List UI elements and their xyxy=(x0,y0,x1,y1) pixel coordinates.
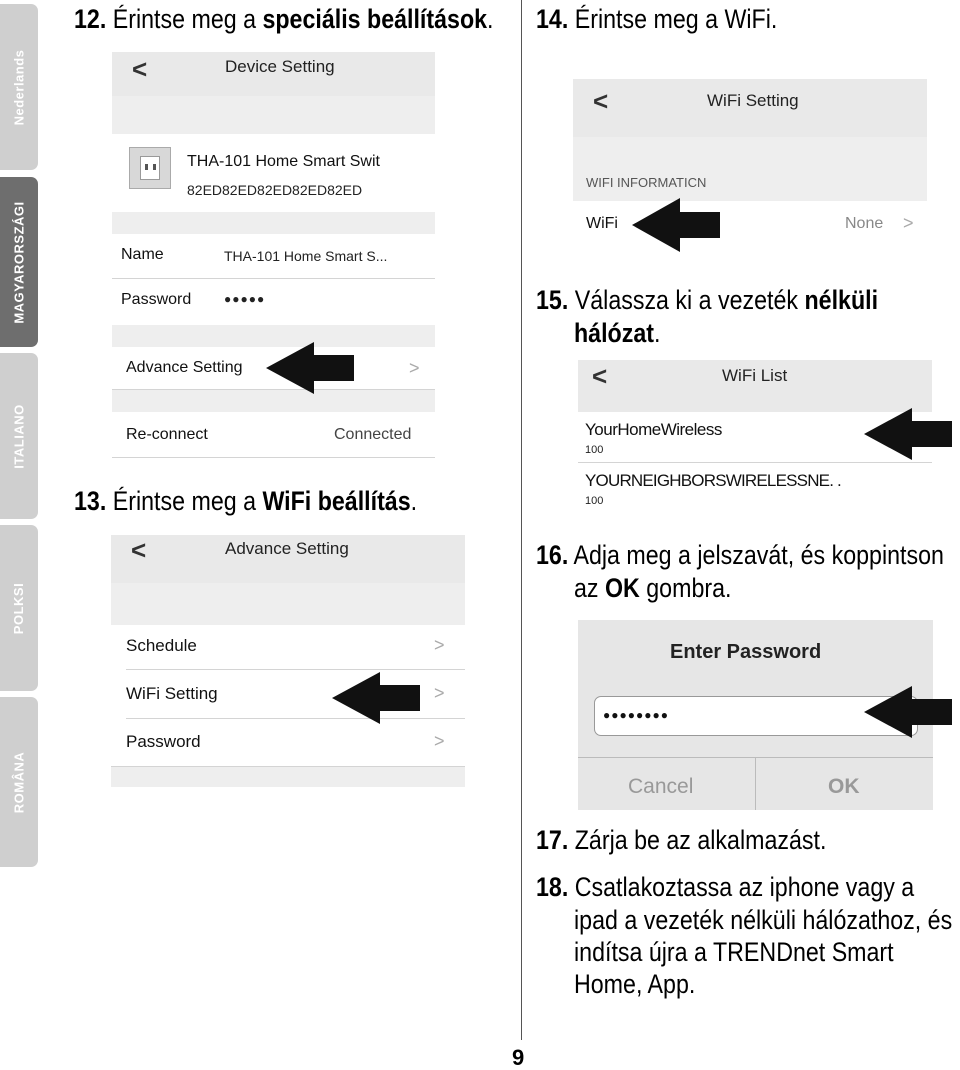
chevron-right-icon: > xyxy=(434,731,445,751)
screen-title: WiFi List xyxy=(722,366,788,385)
side-tab-label: POLKSI xyxy=(11,582,27,634)
cancel-button[interactable]: Cancel xyxy=(628,775,694,798)
network-name: YOURNEIGHBORSWIRELESSNE. . xyxy=(585,471,841,490)
step-12: 12. Érintse meg a speciális beállítások. xyxy=(74,4,494,34)
step-17: 17. Zárja be az alkalmazást. xyxy=(536,825,827,855)
back-button[interactable]: < xyxy=(132,54,148,84)
step-18-line2: ipad a vezeték nélküli hálózathoz, és xyxy=(574,905,953,935)
side-tab-romana[interactable] xyxy=(0,697,38,867)
step-14: 14. Érintse meg a WiFi. xyxy=(536,4,778,34)
chevron-right-icon: > xyxy=(434,635,445,655)
menu-item-wifi-setting[interactable]: WiFi Setting > xyxy=(126,670,465,719)
reconnect-row[interactable]: Re-connect Connected xyxy=(112,412,435,458)
network-signal: 100 xyxy=(585,444,604,456)
side-tab-label: Nederlands xyxy=(11,49,27,125)
ok-button[interactable]: OK xyxy=(828,775,860,798)
device-icon xyxy=(129,147,171,189)
screen-title: Device Setting xyxy=(225,57,335,76)
screen-title: WiFi Setting xyxy=(707,91,799,110)
arrow-left-icon xyxy=(630,196,722,254)
back-button[interactable]: < xyxy=(131,535,147,565)
wifi-row[interactable]: WiFi None > xyxy=(586,213,914,233)
password-value: ●●●●● xyxy=(224,292,266,306)
device-setting-screen xyxy=(112,52,435,460)
network-signal: 100 xyxy=(585,495,604,507)
network-name: YourHomeWireless xyxy=(585,420,722,439)
step-16-cont: az OK gombra. xyxy=(574,573,732,603)
password-row[interactable]: Password ●●●●● xyxy=(121,291,266,308)
step-18: 18. Csatlakoztassa az iphone vagy a xyxy=(536,872,915,902)
side-tab-magyar[interactable] xyxy=(0,177,38,347)
side-tab-label: MAGYARORSZÁGI xyxy=(11,200,27,324)
name-row[interactable]: Name THA-101 Home Smart S... xyxy=(112,234,435,279)
device-id: 82ED82ED82ED82ED82ED xyxy=(187,182,363,198)
network-item[interactable] xyxy=(578,463,932,515)
screen-title: Advance Setting xyxy=(225,539,349,558)
step-18-line3: indítsa újra a TRENDnet Smart xyxy=(574,937,894,967)
arrow-left-icon xyxy=(264,340,356,396)
back-button[interactable]: < xyxy=(592,361,608,391)
step-16: 16. Adja meg a jelszavát, és koppintson xyxy=(536,540,944,570)
step-18-line4: Home, App. xyxy=(574,969,696,999)
chevron-right-icon: > xyxy=(903,213,914,233)
side-tab-polski[interactable] xyxy=(0,525,38,691)
step-13: 13. Érintse meg a WiFi beállítás. xyxy=(74,486,418,516)
menu-item-schedule[interactable]: Schedule > xyxy=(126,625,465,670)
advance-setting-screen xyxy=(111,535,465,787)
back-button[interactable]: < xyxy=(593,86,609,116)
menu-item-password[interactable]: Password > xyxy=(111,719,465,767)
side-tab-nederlands[interactable] xyxy=(0,4,38,170)
step-15: 15. Válassza ki a vezeték nélküli xyxy=(536,285,879,315)
chevron-right-icon: > xyxy=(434,683,445,703)
name-value: THA-101 Home Smart S... xyxy=(224,248,388,264)
arrow-left-icon xyxy=(330,670,422,726)
wifi-value: None xyxy=(845,215,884,232)
column-divider xyxy=(521,0,522,1040)
side-tab-label: ITALIANO xyxy=(11,403,27,469)
chevron-right-icon: > xyxy=(409,358,420,378)
advance-setting-row[interactable]: Advance Setting > xyxy=(112,347,435,390)
device-name: THA-101 Home Smart Swit xyxy=(187,153,380,170)
wifi-setting-screen xyxy=(573,79,927,249)
arrow-left-icon xyxy=(862,406,954,462)
step-15-cont: hálózat. xyxy=(574,318,661,348)
page-number: 9 xyxy=(512,1045,525,1070)
reconnect-status: Connected xyxy=(334,426,412,443)
side-tab-label: ROMÂNA xyxy=(11,751,27,813)
side-tab-italiano[interactable] xyxy=(0,353,38,519)
dialog-title: Enter Password xyxy=(670,641,822,663)
password-input[interactable]: ●●●●●●●● xyxy=(594,696,918,736)
section-header: WIFI INFORMATICN xyxy=(586,175,707,190)
arrow-left-icon xyxy=(862,684,954,740)
